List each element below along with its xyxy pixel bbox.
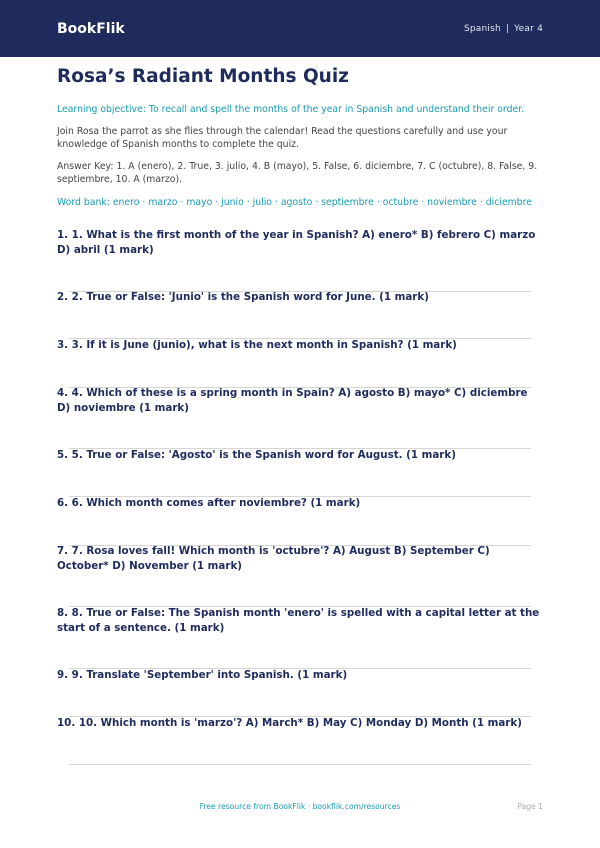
footer-link[interactable]: Free resource from BookFlik · bookflik.com/resources xyxy=(199,802,401,811)
question-7 xyxy=(57,544,543,574)
question-9 xyxy=(57,668,543,683)
answer-key: Answer Key: 1. A (enero), 2. True, 3. julio, 4. B (mayo), 5. False, 6. diciembre, 7. C (octubre), 8. False, 9. septiembre, 10. A (marzo). xyxy=(57,161,538,185)
word-bank: Word bank: enero · marzo · mayo · junio · julio · agosto · septiembre · octubre · noviembre · diciembre xyxy=(57,197,532,208)
brand-logo[interactable]: BookFlik xyxy=(57,20,125,37)
question-text: 5. 5. True or False: 'Agosto' is the Spanish word for August. (1 mark) xyxy=(57,449,456,461)
learning-objective: Learning objective: To recall and spell the months of the year in Spanish and understand their order. xyxy=(57,104,525,115)
page-title: Rosa’s Radiant Months Quiz xyxy=(57,66,349,87)
question-text: 1. 1. What is the first month of the year in Spanish? A) enero* B) febrero C) marzo D) abril (1 mark) xyxy=(57,229,536,256)
question-8 xyxy=(57,606,543,636)
intro-text: Join Rosa the parrot as she flies through the calendar! Read the questions carefully and use your knowledge of Spanish months to complete the quiz. xyxy=(57,126,508,150)
question-2 xyxy=(57,290,543,305)
question-text: 4. 4. Which of these is a spring month in Spain? A) agosto B) mayo* C) diciembre D) noviembre (1 mark) xyxy=(57,387,528,414)
question-text: 6. 6. Which month comes after noviembre? (1 mark) xyxy=(57,497,361,509)
question-text: 3. 3. If it is June (junio), what is the next month in Spanish? (1 mark) xyxy=(57,339,457,351)
header-bar xyxy=(0,0,600,57)
question-5 xyxy=(57,448,543,463)
question-text: 9. 9. Translate 'September' into Spanish. (1 mark) xyxy=(57,669,348,681)
question-4 xyxy=(57,386,543,416)
header-meta xyxy=(464,24,543,34)
year-label: Year 4 xyxy=(514,23,543,34)
page-number: Page 1 xyxy=(517,802,543,811)
subject-label: Spanish xyxy=(463,23,501,34)
question-6 xyxy=(57,496,543,511)
question-text: 10. 10. Which month is 'marzo'? A) March* B) May C) Monday D) Month (1 mark) xyxy=(57,717,522,729)
answer-line-10[interactable] xyxy=(69,764,531,765)
question-text: 7. 7. Rosa loves fall! Which month is 'octubre'? A) August B) September C) October* D) November (1 mark) xyxy=(57,545,490,572)
intro-section xyxy=(57,64,543,209)
question-3 xyxy=(57,338,543,353)
header-separator: | xyxy=(505,23,510,34)
question-1 xyxy=(57,228,543,258)
question-10 xyxy=(57,716,543,731)
question-text: 2. 2. True or False: 'Junio' is the Spanish word for June. (1 mark) xyxy=(57,291,429,303)
question-text: 8. 8. True or False: The Spanish month 'enero' is spelled with a capital letter at the start of a sentence. (1 mark) xyxy=(57,607,540,634)
